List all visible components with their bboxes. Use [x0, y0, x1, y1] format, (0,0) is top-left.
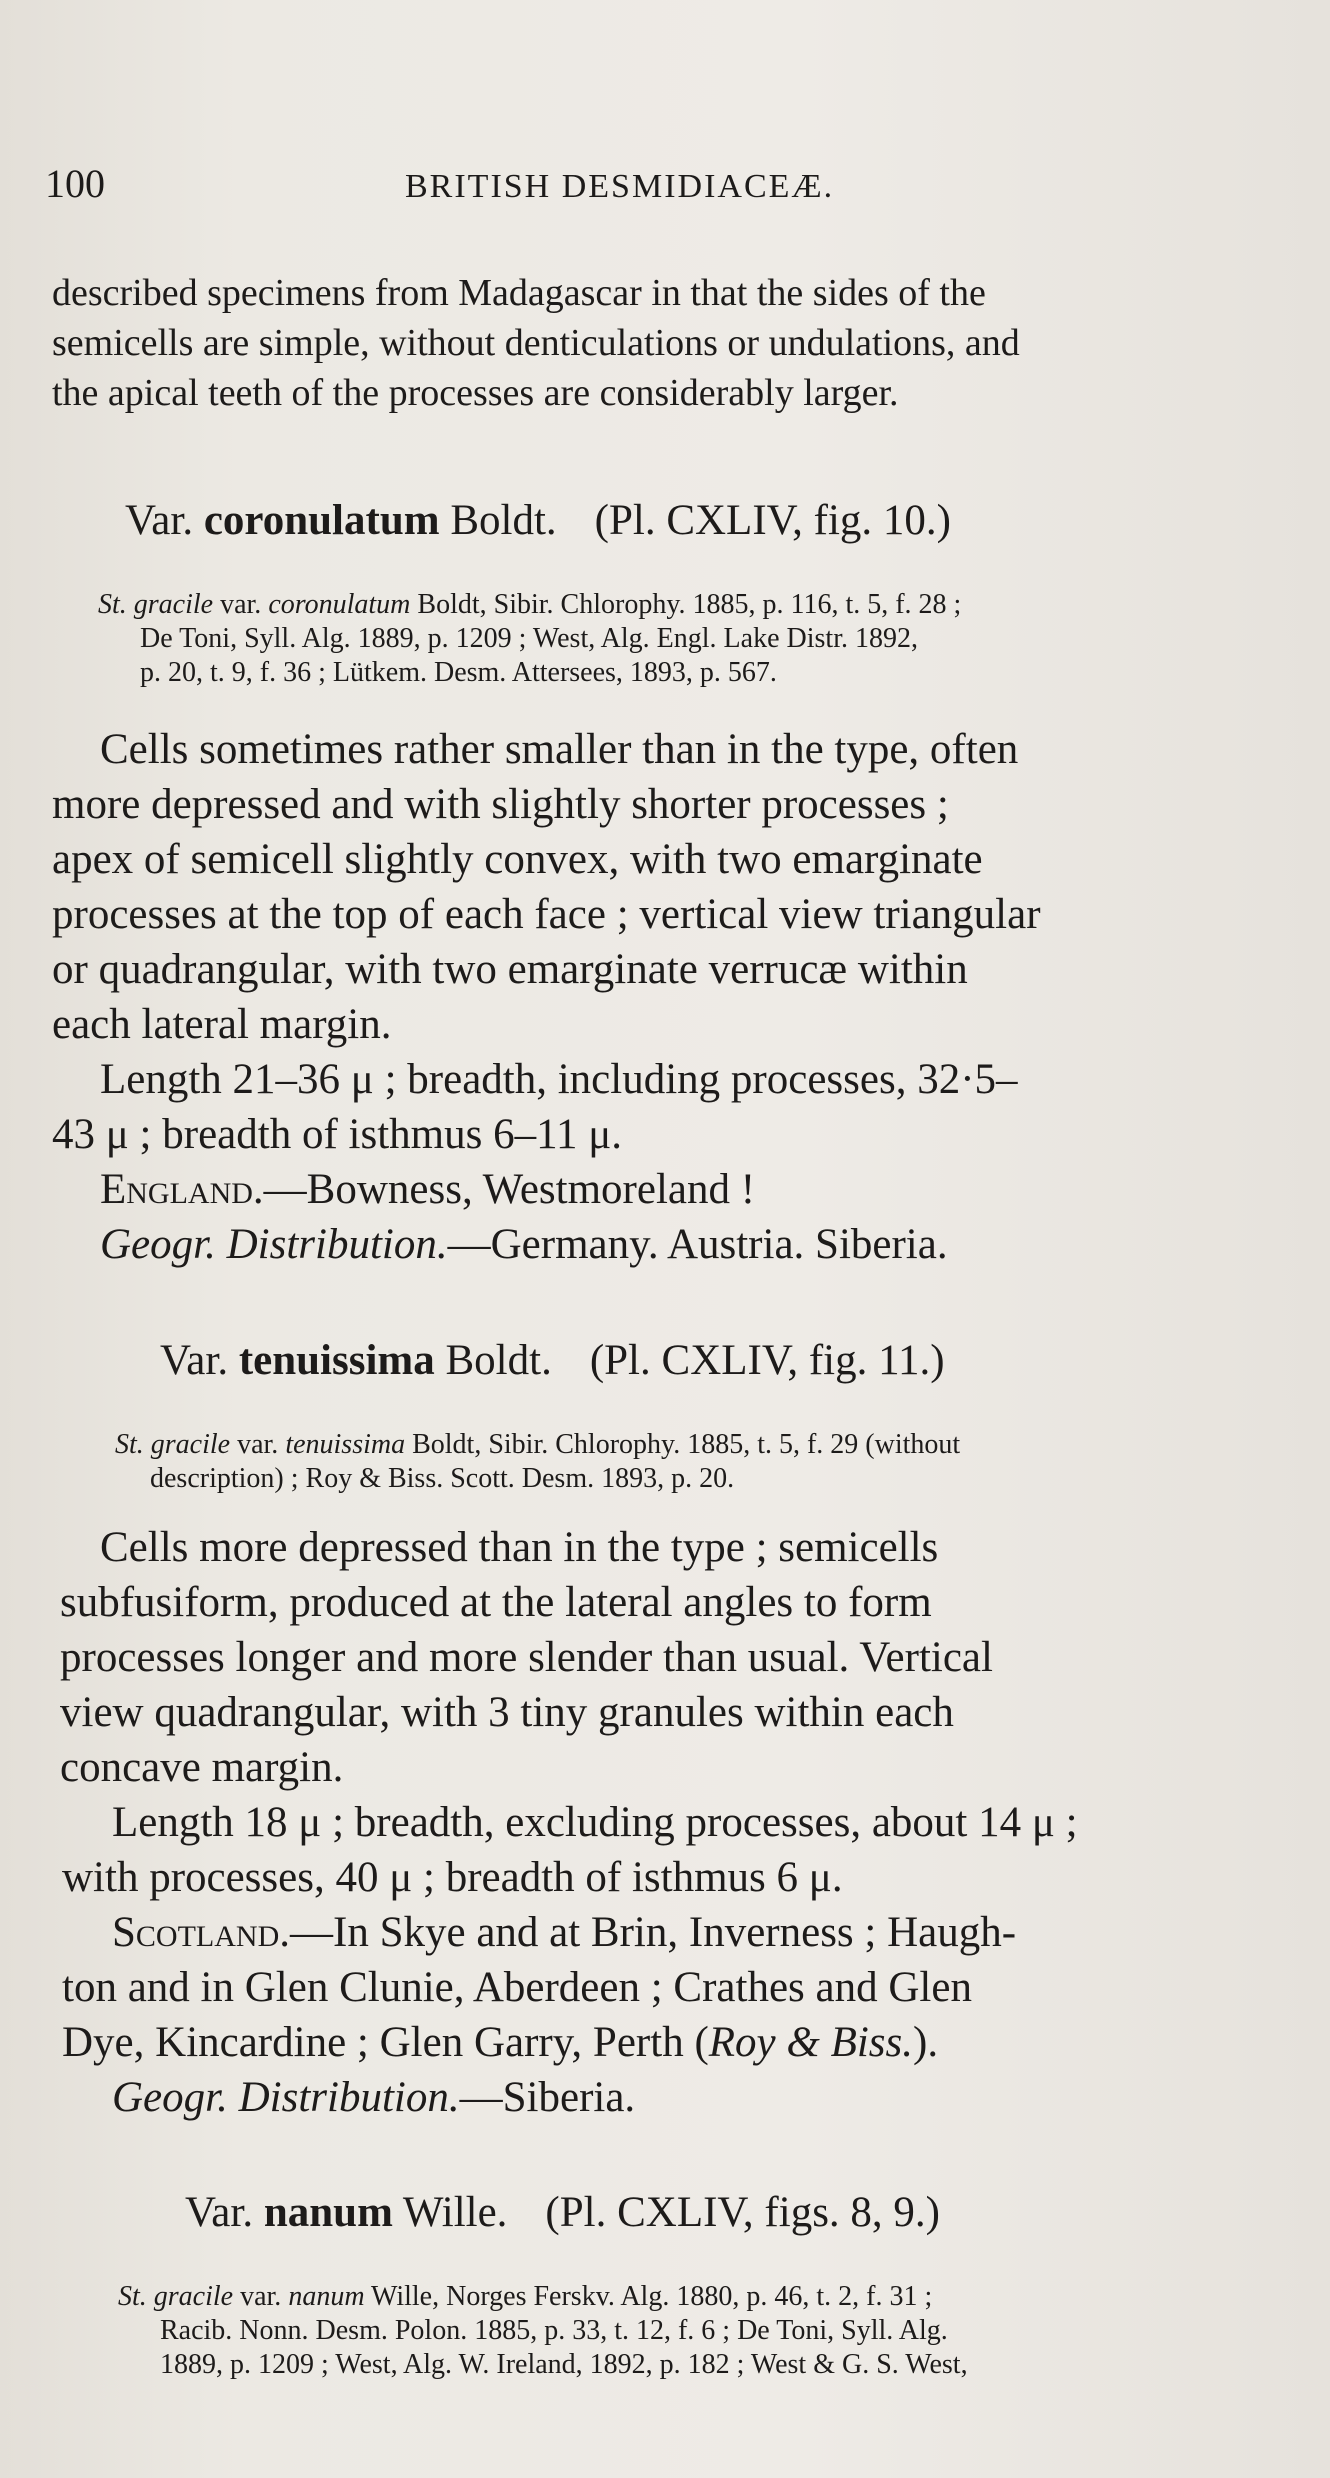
measurement-line: 43 μ ; breadth of isthmus 6–11 μ.	[52, 1111, 623, 1158]
intro-line: semicells are simple, without denticulations or undulations, and	[52, 322, 1020, 364]
variety-heading-coronulatum: Var. coronulatum Boldt. (Pl. CXLIV, fig. 10.)	[125, 497, 951, 544]
description-line: Cells sometimes rather smaller than in the type, often	[100, 726, 1019, 773]
description-line: concave margin.	[60, 1744, 344, 1791]
running-title: BRITISH DESMIDIACEÆ.	[405, 168, 835, 205]
intro-line: described specimens from Madagascar in that the sides of the	[52, 272, 986, 314]
intro-line: the apical teeth of the processes are considerably larger.	[52, 372, 899, 414]
synonymy-line: St. gracile var. nanum Wille, Norges Ferskv. Alg. 1880, p. 46, t. 2, f. 31 ;	[118, 2281, 933, 2312]
measurement-line: Length 21–36 μ ; breadth, including processes, 32·5–	[100, 1056, 1018, 1103]
running-header	[45, 160, 834, 207]
description-line: processes longer and more slender than usual. Vertical	[60, 1634, 993, 1681]
synonymy-line: description) ; Roy & Biss. Scott. Desm. 1893, p. 20.	[150, 1463, 735, 1494]
country-name: England.	[100, 1166, 264, 1213]
plate-reference: (Pl. CXLIV, figs. 8, 9.)	[545, 2189, 941, 2236]
distribution-line: Geogr. Distribution.—Germany. Austria. Siberia.	[100, 1221, 948, 1268]
description-line: more depressed and with slightly shorter processes ;	[52, 781, 949, 828]
description-line: Cells more depressed than in the type ; semicells	[100, 1524, 939, 1571]
description-line: apex of semicell slightly convex, with two emarginate	[52, 836, 983, 883]
variety-name: nanum	[263, 2189, 393, 2236]
description-line: each lateral margin.	[52, 1001, 392, 1048]
description-line: subfusiform, produced at the lateral angles to form	[60, 1579, 932, 1626]
variety-heading-nanum: Var. nanum Wille. (Pl. CXLIV, figs. 8, 9.)	[185, 2189, 941, 2236]
distribution-line: Geogr. Distribution.—Siberia.	[112, 2074, 636, 2121]
plate-reference: (Pl. CXLIV, fig. 10.)	[594, 497, 951, 544]
variety-name: tenuissima	[238, 1337, 435, 1384]
locality-line: England.—Bowness, Westmoreland !	[100, 1166, 756, 1213]
locality-line: Dye, Kincardine ; Glen Garry, Perth (Roy & Biss.).	[62, 2019, 939, 2066]
synonymy-line: De Toni, Syll. Alg. 1889, p. 1209 ; West, Alg. Engl. Lake Distr. 1892,	[140, 623, 918, 654]
page-number: 100	[45, 161, 105, 206]
synonymy-line: 1889, p. 1209 ; West, Alg. W. Ireland, 1892, p. 182 ; West & G. S. West,	[160, 2349, 968, 2380]
locality-line: ton and in Glen Clunie, Aberdeen ; Crathes and Glen	[62, 1964, 972, 2011]
measurement-line: with processes, 40 μ ; breadth of isthmus 6 μ.	[62, 1854, 843, 1901]
locality-line: Scotland.—In Skye and at Brin, Inverness ; Haugh-	[112, 1909, 1017, 1956]
synonymy-line: St. gracile var. coronulatum Boldt, Sibir. Chlorophy. 1885, p. 116, t. 5, f. 28 ;	[98, 589, 962, 620]
description-line: view quadrangular, with 3 tiny granules within each	[60, 1689, 954, 1736]
variety-heading-tenuissima: Var. tenuissima Boldt. (Pl. CXLIV, fig. 11.)	[160, 1337, 945, 1384]
description-line: processes at the top of each face ; vertical view triangular	[52, 891, 1041, 938]
synonymy-line: p. 20, t. 9, f. 36 ; Lütkem. Desm. Attersees, 1893, p. 567.	[140, 657, 777, 688]
synonymy-line: Racib. Nonn. Desm. Polon. 1885, p. 33, t. 12, f. 6 ; De Toni, Syll. Alg.	[160, 2315, 948, 2346]
variety-name: coronulatum	[203, 497, 440, 544]
country-name: Scotland.	[112, 1909, 290, 1956]
plate-reference: (Pl. CXLIV, fig. 11.)	[589, 1337, 945, 1384]
description-line: or quadrangular, with two emarginate verrucæ within	[52, 946, 968, 993]
measurement-line: Length 18 μ ; breadth, excluding processes, about 14 μ ;	[112, 1799, 1078, 1846]
synonymy-line: St. gracile var. tenuissima Boldt, Sibir. Chlorophy. 1885, t. 5, f. 29 (without	[115, 1429, 961, 1460]
